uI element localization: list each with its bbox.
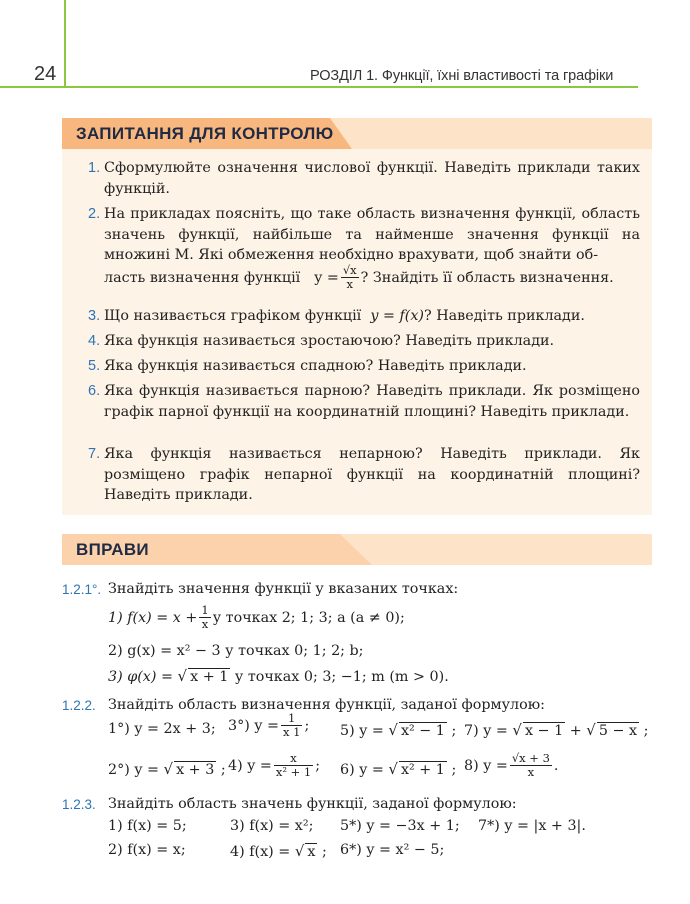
header-frame-vertical [64, 0, 66, 86]
exercise-1-2-2-item-4: 4) y = $\frac{x}{\text{x² + 1}}$ ; [228, 751, 321, 779]
exercises-title: ВПРАВИ [76, 540, 149, 559]
exercises-banner [62, 534, 652, 565]
question-4: 4. Яка функція називається зростаючою? Наведіть приклади. [88, 333, 555, 349]
exercise-1-2-3-text: Знайдіть область значень функції, заданої формулою: [108, 796, 517, 812]
control-questions-banner [62, 118, 652, 149]
exercise-1-2-2-text: Знайдіть область визначення функції, заданої формулою: [108, 697, 545, 713]
exercise-1-2-2-item-6: 6) y = √ x² + 1 ; [340, 760, 457, 778]
question-5: 5. Яка функція називається спадною? Наведіть приклади. [88, 358, 527, 374]
question-6: 6. Яка функція називається парною? Наведіть приклади. Як розміщено графік парної функції на координатній площині? Наведіть приклади. [88, 383, 640, 420]
question-1: 1. Сформулюйте означення числової функції. Наведіть приклади таких функцій. [88, 160, 640, 197]
exercise-1-2-2-number: 1.2.2. [62, 698, 96, 713]
exercise-1-2-1-number: 1.2.1°. [62, 582, 102, 597]
running-head: РОЗДІЛ 1. Функції, їхні властивості та графіки [310, 68, 614, 84]
exercise-1-2-2-item-5: 5) y = √ x² − 1 ; [340, 721, 457, 739]
exercise-1-2-2-item-8: 8) y = $\frac{√x + 3}{x}$ . [464, 751, 559, 779]
exercise-1-2-1-item-2: 2) g(x) = x² − 3 у точках 0; 1; 2; b; [108, 643, 364, 659]
exercise-1-2-3-item-7: 7*) y = |x + 3|. [478, 818, 586, 834]
exercise-1-2-3-item-1: 1) f(x) = 5; [108, 818, 187, 834]
question-2-formula-line: ласть визначення функції y = $\frac{√x}{x}$ ? Знайдіть її область визначення. [104, 263, 614, 291]
exercise-1-2-3-item-5: 5*) y = −3x + 1; [340, 818, 460, 834]
exercise-1-2-1-text: Знайдіть значення функції у вказаних точках: [108, 581, 459, 597]
page-number: 24 [34, 63, 57, 85]
exercise-1-2-2-item-3: 3°) y = $\frac{1}{x 1}$ ; [228, 711, 310, 739]
exercise-1-2-3-number: 1.2.3. [62, 797, 96, 812]
question-2: 2. На прикладах поясніть, що таке область визначення функції, область значень функції, найбільше та найменше значення функції на множині M. Які обмеження необхідно врахувати, щоб знайти об- [88, 206, 640, 263]
exercise-1-2-2-item-2: 2°) y = √ x + 3 ; [108, 760, 226, 778]
question-3: 3. Що називається графіком функції y = f(x)? Наведіть приклади. [88, 308, 585, 324]
header-frame-rule [0, 86, 638, 88]
exercise-1-2-2-item-1: 1°) y = 2x + 3; [108, 721, 216, 737]
exercise-1-2-3-item-4: 4) f(x) = √ x ; [230, 842, 327, 860]
q2-fraction: $\frac{√x}{x}$ [342, 263, 357, 291]
exercise-1-2-2-item-7: 7) y = √ x − 1 + √ 5 − x ; [464, 721, 649, 739]
control-questions-title: ЗАПИТАННЯ ДЛЯ КОНТРОЛЮ [76, 124, 334, 143]
question-7: 7. Яка функція називається непарною? Наведіть приклади. Як розміщено графік непарної функції на координатній площині? Наведіть приклади. [88, 446, 640, 503]
exercise-1-2-3-item-2: 2) f(x) = x; [108, 842, 186, 858]
exercise-1-2-1-item-3: 3) φ(x) = √ x + 1 у точках 0; 3; −1; m (m > 0). [108, 667, 449, 685]
exercise-1-2-3-item-6: 6*) y = x² − 5; [340, 842, 445, 858]
exercise-1-2-1-item-1: 1) f(x) = x + $\frac{1}{x}$ у точках 2; 1; 3; a (a ≠ 0); [108, 603, 405, 631]
exercise-1-2-3-item-3: 3) f(x) = x²; [230, 818, 314, 834]
